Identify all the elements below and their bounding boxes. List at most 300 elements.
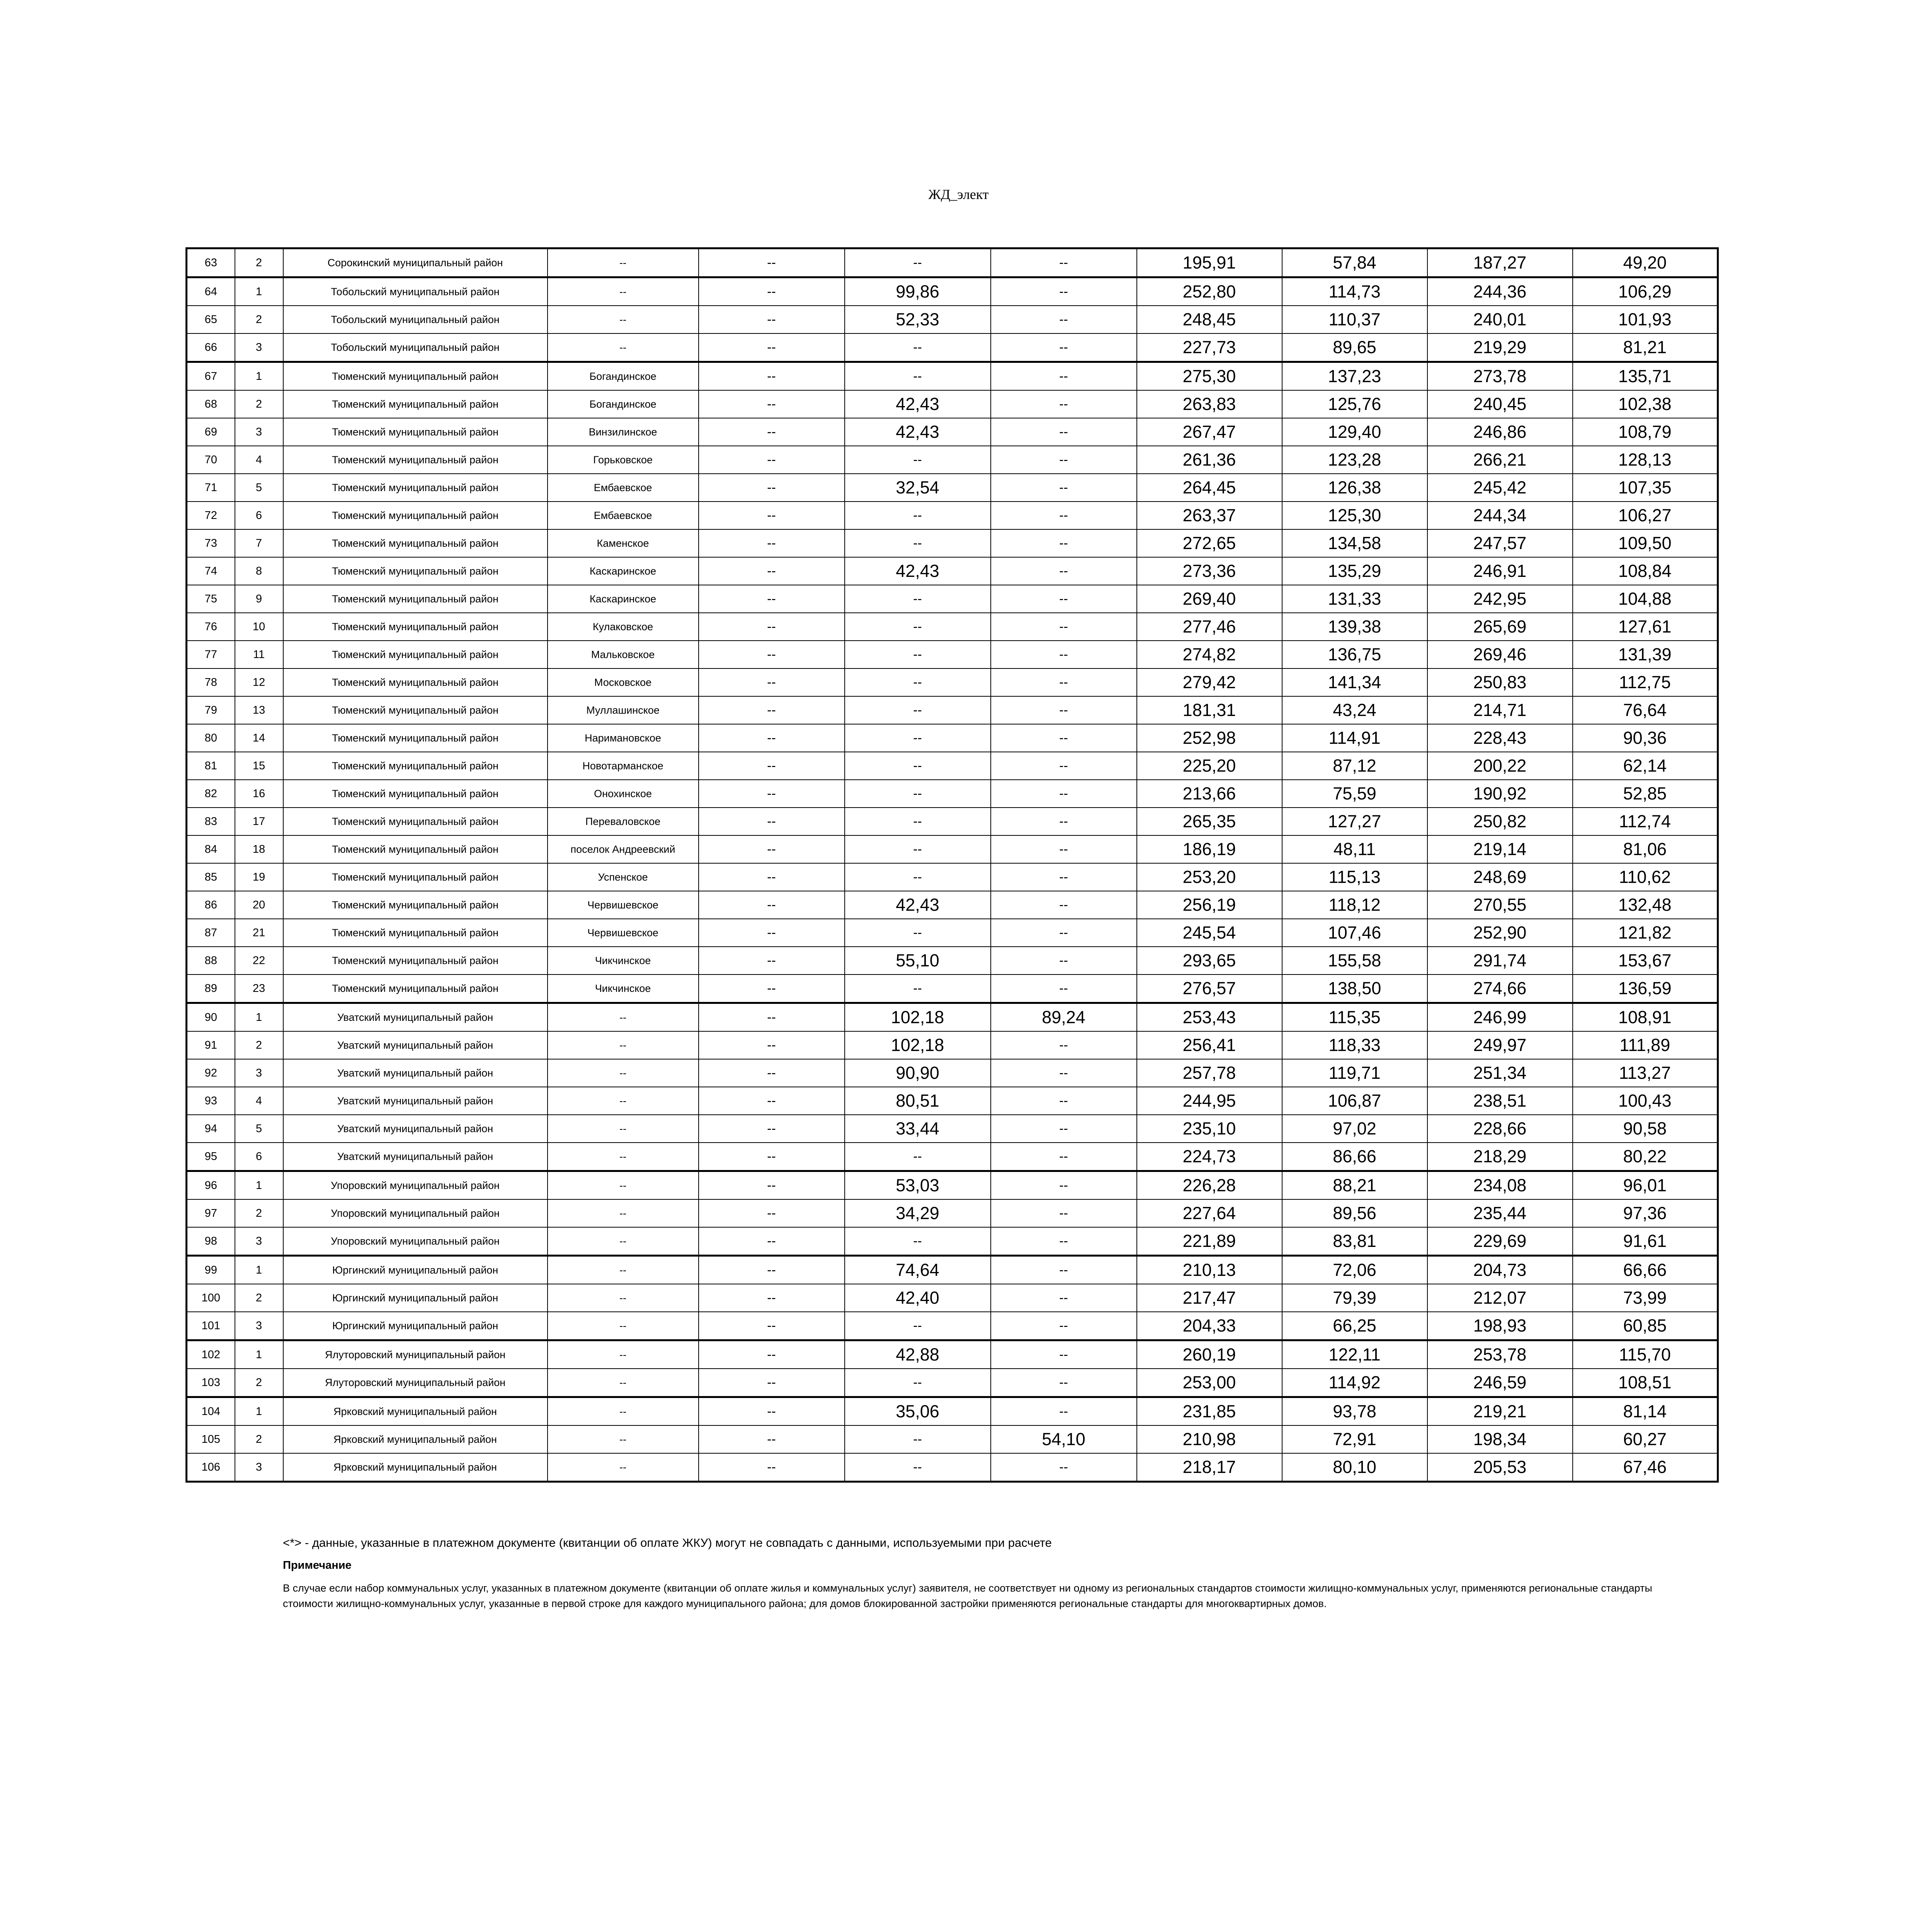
sub-number-cell: 3 xyxy=(235,1453,283,1482)
table-row xyxy=(187,1087,1718,1115)
settlement-name-cell: Чикчинское xyxy=(548,947,699,975)
value-col-2-cell: 102,18 xyxy=(845,1003,991,1032)
settlement-name-cell: -- xyxy=(548,248,699,277)
value-col-4-cell: 204,33 xyxy=(1137,1312,1282,1340)
table-row xyxy=(187,835,1718,863)
value-col-1-cell: -- xyxy=(699,1059,845,1087)
settlement-name-cell: Успенское xyxy=(548,863,699,891)
value-col-1-cell: -- xyxy=(699,1453,845,1482)
value-col-2-cell: 80,51 xyxy=(845,1087,991,1115)
row-number-cell: 75 xyxy=(187,585,235,613)
value-col-7-cell: 60,85 xyxy=(1573,1312,1718,1340)
value-col-6-cell: 273,78 xyxy=(1427,362,1573,391)
value-col-7-cell: 76,64 xyxy=(1573,696,1718,724)
value-col-5-cell: 106,87 xyxy=(1282,1087,1427,1115)
table-row xyxy=(187,891,1718,919)
value-col-5-cell: 127,27 xyxy=(1282,808,1427,835)
value-col-5-cell: 123,28 xyxy=(1282,446,1427,474)
row-number-cell: 80 xyxy=(187,724,235,752)
value-col-2-cell: 55,10 xyxy=(845,947,991,975)
table-body xyxy=(187,248,1718,1482)
value-col-4-cell: 186,19 xyxy=(1137,835,1282,863)
settlement-name-cell: -- xyxy=(548,1284,699,1312)
value-col-4-cell: 272,65 xyxy=(1137,529,1282,557)
value-col-6-cell: 190,92 xyxy=(1427,780,1573,808)
value-col-3-cell: -- xyxy=(991,780,1137,808)
table-row xyxy=(187,975,1718,1003)
district-name-cell: Тюменский муниципальный район xyxy=(283,947,548,975)
value-col-7-cell: 91,61 xyxy=(1573,1227,1718,1256)
value-col-1-cell: -- xyxy=(699,585,845,613)
value-col-3-cell: -- xyxy=(991,1143,1137,1171)
value-col-3-cell: -- xyxy=(991,1369,1137,1397)
value-col-7-cell: 109,50 xyxy=(1573,529,1718,557)
sub-number-cell: 20 xyxy=(235,891,283,919)
value-col-6-cell: 219,29 xyxy=(1427,333,1573,362)
district-name-cell: Ялуторовский муниципальный район xyxy=(283,1340,548,1369)
value-col-2-cell: -- xyxy=(845,529,991,557)
value-col-3-cell: -- xyxy=(991,585,1137,613)
value-col-3-cell: -- xyxy=(991,306,1137,333)
value-col-2-cell: -- xyxy=(845,696,991,724)
table-row xyxy=(187,333,1718,362)
value-col-1-cell: -- xyxy=(699,1397,845,1426)
value-col-5-cell: 43,24 xyxy=(1282,696,1427,724)
value-col-6-cell: 246,91 xyxy=(1427,557,1573,585)
row-number-cell: 66 xyxy=(187,333,235,362)
settlement-name-cell: Московское xyxy=(548,668,699,696)
value-col-4-cell: 210,13 xyxy=(1137,1256,1282,1284)
value-col-5-cell: 87,12 xyxy=(1282,752,1427,780)
sub-number-cell: 9 xyxy=(235,585,283,613)
value-col-7-cell: 81,21 xyxy=(1573,333,1718,362)
row-number-cell: 94 xyxy=(187,1115,235,1143)
sub-number-cell: 2 xyxy=(235,306,283,333)
row-number-cell: 85 xyxy=(187,863,235,891)
row-number-cell: 86 xyxy=(187,891,235,919)
page-header-title: ЖД_элект xyxy=(928,187,989,202)
value-col-3-cell: -- xyxy=(991,1059,1137,1087)
value-col-7-cell: 90,36 xyxy=(1573,724,1718,752)
settlement-name-cell: -- xyxy=(548,1143,699,1171)
district-name-cell: Тюменский муниципальный район xyxy=(283,780,548,808)
value-col-6-cell: 229,69 xyxy=(1427,1227,1573,1256)
value-col-5-cell: 138,50 xyxy=(1282,975,1427,1003)
value-col-1-cell: -- xyxy=(699,1227,845,1256)
value-col-2-cell: 42,43 xyxy=(845,390,991,418)
district-name-cell: Тюменский муниципальный район xyxy=(283,641,548,668)
sub-number-cell: 2 xyxy=(235,1369,283,1397)
value-col-4-cell: 276,57 xyxy=(1137,975,1282,1003)
table-row xyxy=(187,1003,1718,1032)
value-col-7-cell: 121,82 xyxy=(1573,919,1718,947)
sub-number-cell: 13 xyxy=(235,696,283,724)
value-col-5-cell: 97,02 xyxy=(1282,1115,1427,1143)
value-col-6-cell: 242,95 xyxy=(1427,585,1573,613)
value-col-6-cell: 187,27 xyxy=(1427,248,1573,277)
value-col-5-cell: 83,81 xyxy=(1282,1227,1427,1256)
value-col-3-cell: -- xyxy=(991,1397,1137,1426)
note-text: В случае если набор коммунальных услуг, указанных в платежном документе (квитанции об оплате жилья и коммунальных услуг) заявителя, не соответствует ни одному из региональных стандартов стоимости жилищно-коммунальных услуг, применяются региональные стандарты стоимости жилищно-коммунальных услуг, указанные в первой строке для каждого муниципального района; для домов блокированной застройки применяются региональные стандарты для многоквартирных домов. xyxy=(283,1582,1652,1609)
value-col-7-cell: 106,29 xyxy=(1573,277,1718,306)
table-row xyxy=(187,1284,1718,1312)
value-col-6-cell: 219,14 xyxy=(1427,835,1573,863)
table-row xyxy=(187,502,1718,529)
value-col-7-cell: 112,75 xyxy=(1573,668,1718,696)
table-row xyxy=(187,418,1718,446)
value-col-1-cell: -- xyxy=(699,752,845,780)
value-col-6-cell: 228,66 xyxy=(1427,1115,1573,1143)
table-row xyxy=(187,947,1718,975)
sub-number-cell: 16 xyxy=(235,780,283,808)
value-col-7-cell: 96,01 xyxy=(1573,1171,1718,1200)
table-row xyxy=(187,585,1718,613)
value-col-1-cell: -- xyxy=(699,277,845,306)
value-col-6-cell: 248,69 xyxy=(1427,863,1573,891)
value-col-2-cell: -- xyxy=(845,1227,991,1256)
district-name-cell: Тюменский муниципальный район xyxy=(283,585,548,613)
value-col-2-cell: -- xyxy=(845,1312,991,1340)
value-col-1-cell: -- xyxy=(699,1425,845,1453)
value-col-4-cell: 275,30 xyxy=(1137,362,1282,391)
settlement-name-cell: -- xyxy=(548,1312,699,1340)
settlement-name-cell: -- xyxy=(548,1227,699,1256)
row-number-cell: 81 xyxy=(187,752,235,780)
value-col-6-cell: 218,29 xyxy=(1427,1143,1573,1171)
value-col-2-cell: -- xyxy=(845,1453,991,1482)
settlement-name-cell: -- xyxy=(548,1171,699,1200)
value-col-1-cell: -- xyxy=(699,975,845,1003)
table-row xyxy=(187,696,1718,724)
settlement-name-cell: -- xyxy=(548,1340,699,1369)
value-col-7-cell: 108,84 xyxy=(1573,557,1718,585)
value-col-6-cell: 246,59 xyxy=(1427,1369,1573,1397)
value-col-5-cell: 93,78 xyxy=(1282,1397,1427,1426)
value-col-7-cell: 67,46 xyxy=(1573,1453,1718,1482)
value-col-1-cell: -- xyxy=(699,808,845,835)
settlement-name-cell: Каскаринское xyxy=(548,557,699,585)
value-col-5-cell: 135,29 xyxy=(1282,557,1427,585)
value-col-7-cell: 102,38 xyxy=(1573,390,1718,418)
value-col-7-cell: 66,66 xyxy=(1573,1256,1718,1284)
settlement-name-cell: Мальковское xyxy=(548,641,699,668)
value-col-6-cell: 240,01 xyxy=(1427,306,1573,333)
sub-number-cell: 15 xyxy=(235,752,283,780)
value-col-3-cell: -- xyxy=(991,1087,1137,1115)
value-col-3-cell: 54,10 xyxy=(991,1425,1137,1453)
value-col-7-cell: 73,99 xyxy=(1573,1284,1718,1312)
value-col-2-cell: 33,44 xyxy=(845,1115,991,1143)
value-col-3-cell: -- xyxy=(991,863,1137,891)
value-col-6-cell: 274,66 xyxy=(1427,975,1573,1003)
value-col-2-cell: -- xyxy=(845,1369,991,1397)
table-row xyxy=(187,641,1718,668)
sub-number-cell: 2 xyxy=(235,248,283,277)
value-col-1-cell: -- xyxy=(699,1369,845,1397)
value-col-6-cell: 205,53 xyxy=(1427,1453,1573,1482)
value-col-3-cell: -- xyxy=(991,668,1137,696)
value-col-6-cell: 212,07 xyxy=(1427,1284,1573,1312)
district-name-cell: Тюменский муниципальный район xyxy=(283,502,548,529)
value-col-5-cell: 136,75 xyxy=(1282,641,1427,668)
table-row xyxy=(187,1031,1718,1059)
settlement-name-cell: -- xyxy=(548,306,699,333)
value-col-7-cell: 111,89 xyxy=(1573,1031,1718,1059)
value-col-1-cell: -- xyxy=(699,529,845,557)
value-col-7-cell: 112,74 xyxy=(1573,808,1718,835)
value-col-6-cell: 200,22 xyxy=(1427,752,1573,780)
value-col-4-cell: 253,43 xyxy=(1137,1003,1282,1032)
value-col-7-cell: 110,62 xyxy=(1573,863,1718,891)
table-row xyxy=(187,1340,1718,1369)
value-col-3-cell: -- xyxy=(991,808,1137,835)
sub-number-cell: 6 xyxy=(235,502,283,529)
value-col-1-cell: -- xyxy=(699,418,845,446)
value-col-6-cell: 270,55 xyxy=(1427,891,1573,919)
row-number-cell: 90 xyxy=(187,1003,235,1032)
value-col-2-cell: -- xyxy=(845,362,991,391)
settlement-name-cell: -- xyxy=(548,1397,699,1426)
value-col-2-cell: -- xyxy=(845,835,991,863)
settlement-name-cell: Наримановское xyxy=(548,724,699,752)
value-col-4-cell: 269,40 xyxy=(1137,585,1282,613)
district-name-cell: Тюменский муниципальный район xyxy=(283,418,548,446)
value-col-2-cell: -- xyxy=(845,780,991,808)
value-col-7-cell: 108,91 xyxy=(1573,1003,1718,1032)
row-number-cell: 101 xyxy=(187,1312,235,1340)
settlement-name-cell: Горьковское xyxy=(548,446,699,474)
sub-number-cell: 14 xyxy=(235,724,283,752)
settlement-name-cell: -- xyxy=(548,1425,699,1453)
value-col-2-cell: -- xyxy=(845,975,991,1003)
value-col-4-cell: 279,42 xyxy=(1137,668,1282,696)
row-number-cell: 106 xyxy=(187,1453,235,1482)
row-number-cell: 79 xyxy=(187,696,235,724)
value-col-3-cell: -- xyxy=(991,502,1137,529)
table-row xyxy=(187,446,1718,474)
district-name-cell: Ярковский муниципальный район xyxy=(283,1453,548,1482)
value-col-2-cell: -- xyxy=(845,248,991,277)
district-name-cell: Тюменский муниципальный район xyxy=(283,752,548,780)
value-col-2-cell: -- xyxy=(845,446,991,474)
settlement-name-cell: поселок Андреевский xyxy=(548,835,699,863)
row-number-cell: 82 xyxy=(187,780,235,808)
value-col-1-cell: -- xyxy=(699,1312,845,1340)
district-name-cell: Тюменский муниципальный район xyxy=(283,446,548,474)
sub-number-cell: 1 xyxy=(235,1171,283,1200)
value-col-6-cell: 245,42 xyxy=(1427,474,1573,502)
value-col-4-cell: 253,20 xyxy=(1137,863,1282,891)
district-name-cell: Упоровский муниципальный район xyxy=(283,1199,548,1227)
row-number-cell: 95 xyxy=(187,1143,235,1171)
district-name-cell: Тюменский муниципальный район xyxy=(283,891,548,919)
settlement-name-cell: -- xyxy=(548,277,699,306)
value-col-2-cell: -- xyxy=(845,668,991,696)
table-row xyxy=(187,362,1718,391)
district-name-cell: Тобольский муниципальный район xyxy=(283,306,548,333)
sub-number-cell: 3 xyxy=(235,418,283,446)
district-name-cell: Юргинский муниципальный район xyxy=(283,1284,548,1312)
value-col-7-cell: 108,51 xyxy=(1573,1369,1718,1397)
value-col-1-cell: -- xyxy=(699,863,845,891)
value-col-3-cell: -- xyxy=(991,1115,1137,1143)
value-col-3-cell: -- xyxy=(991,529,1137,557)
district-name-cell: Юргинский муниципальный район xyxy=(283,1312,548,1340)
sub-number-cell: 3 xyxy=(235,333,283,362)
value-col-7-cell: 80,22 xyxy=(1573,1143,1718,1171)
value-col-2-cell: 52,33 xyxy=(845,306,991,333)
settlement-name-cell: Червишевское xyxy=(548,891,699,919)
sub-number-cell: 2 xyxy=(235,1199,283,1227)
value-col-6-cell: 249,97 xyxy=(1427,1031,1573,1059)
settlement-name-cell: -- xyxy=(548,1369,699,1397)
table-row xyxy=(187,1227,1718,1256)
row-number-cell: 71 xyxy=(187,474,235,502)
value-col-2-cell: 42,43 xyxy=(845,418,991,446)
value-col-2-cell: 42,40 xyxy=(845,1284,991,1312)
row-number-cell: 92 xyxy=(187,1059,235,1087)
value-col-4-cell: 265,35 xyxy=(1137,808,1282,835)
value-col-1-cell: -- xyxy=(699,641,845,668)
district-name-cell: Ялуторовский муниципальный район xyxy=(283,1369,548,1397)
sub-number-cell: 8 xyxy=(235,557,283,585)
settlement-name-cell: Переваловское xyxy=(548,808,699,835)
value-col-3-cell: -- xyxy=(991,835,1137,863)
value-col-5-cell: 125,76 xyxy=(1282,390,1427,418)
value-col-2-cell: 42,43 xyxy=(845,557,991,585)
settlement-name-cell: Богандинское xyxy=(548,362,699,391)
settlement-name-cell: -- xyxy=(548,1453,699,1482)
value-col-7-cell: 81,06 xyxy=(1573,835,1718,863)
sub-number-cell: 5 xyxy=(235,1115,283,1143)
row-number-cell: 76 xyxy=(187,613,235,641)
table-row xyxy=(187,1171,1718,1200)
settlement-name-cell: -- xyxy=(548,1003,699,1032)
district-name-cell: Тюменский муниципальный район xyxy=(283,863,548,891)
value-col-1-cell: -- xyxy=(699,557,845,585)
note-heading: Примечание xyxy=(283,1559,352,1571)
value-col-4-cell: 218,17 xyxy=(1137,1453,1282,1482)
row-number-cell: 91 xyxy=(187,1031,235,1059)
value-col-3-cell: -- xyxy=(991,696,1137,724)
value-col-4-cell: 217,47 xyxy=(1137,1284,1282,1312)
settlement-name-cell: -- xyxy=(548,1199,699,1227)
value-col-4-cell: 273,36 xyxy=(1137,557,1282,585)
settlement-name-cell: Богандинское xyxy=(548,390,699,418)
value-col-1-cell: -- xyxy=(699,724,845,752)
value-col-4-cell: 225,20 xyxy=(1137,752,1282,780)
district-name-cell: Тюменский муниципальный район xyxy=(283,390,548,418)
value-col-2-cell: -- xyxy=(845,585,991,613)
value-col-2-cell: 53,03 xyxy=(845,1171,991,1200)
value-col-7-cell: 153,67 xyxy=(1573,947,1718,975)
value-col-2-cell: -- xyxy=(845,1143,991,1171)
value-col-7-cell: 60,27 xyxy=(1573,1425,1718,1453)
value-col-1-cell: -- xyxy=(699,1199,845,1227)
table-row xyxy=(187,1369,1718,1397)
value-col-4-cell: 256,19 xyxy=(1137,891,1282,919)
value-col-4-cell: 226,28 xyxy=(1137,1171,1282,1200)
value-col-7-cell: 52,85 xyxy=(1573,780,1718,808)
settlement-name-cell: Новотарманское xyxy=(548,752,699,780)
value-col-2-cell: 74,64 xyxy=(845,1256,991,1284)
value-col-7-cell: 128,13 xyxy=(1573,446,1718,474)
row-number-cell: 105 xyxy=(187,1425,235,1453)
value-col-3-cell: -- xyxy=(991,752,1137,780)
value-col-6-cell: 198,34 xyxy=(1427,1425,1573,1453)
row-number-cell: 88 xyxy=(187,947,235,975)
value-col-2-cell: -- xyxy=(845,752,991,780)
value-col-1-cell: -- xyxy=(699,1171,845,1200)
value-col-3-cell: -- xyxy=(991,277,1137,306)
district-name-cell: Тюменский муниципальный район xyxy=(283,529,548,557)
sub-number-cell: 2 xyxy=(235,1425,283,1453)
value-col-6-cell: 291,74 xyxy=(1427,947,1573,975)
value-col-4-cell: 252,98 xyxy=(1137,724,1282,752)
sub-number-cell: 5 xyxy=(235,474,283,502)
table-row xyxy=(187,474,1718,502)
settlement-name-cell: Червишевское xyxy=(548,919,699,947)
value-col-1-cell: -- xyxy=(699,1087,845,1115)
table-row xyxy=(187,1312,1718,1340)
row-number-cell: 87 xyxy=(187,919,235,947)
sub-number-cell: 17 xyxy=(235,808,283,835)
value-col-2-cell: 34,29 xyxy=(845,1199,991,1227)
value-col-6-cell: 253,78 xyxy=(1427,1340,1573,1369)
district-name-cell: Ярковский муниципальный район xyxy=(283,1425,548,1453)
value-col-4-cell: 244,95 xyxy=(1137,1087,1282,1115)
table-row xyxy=(187,306,1718,333)
district-name-cell: Уватский муниципальный район xyxy=(283,1031,548,1059)
table-row xyxy=(187,1425,1718,1453)
value-col-1-cell: -- xyxy=(699,780,845,808)
value-col-2-cell: 42,88 xyxy=(845,1340,991,1369)
value-col-4-cell: 277,46 xyxy=(1137,613,1282,641)
value-col-5-cell: 48,11 xyxy=(1282,835,1427,863)
value-col-2-cell: -- xyxy=(845,724,991,752)
value-col-4-cell: 256,41 xyxy=(1137,1031,1282,1059)
value-col-5-cell: 107,46 xyxy=(1282,919,1427,947)
value-col-6-cell: 252,90 xyxy=(1427,919,1573,947)
value-col-5-cell: 155,58 xyxy=(1282,947,1427,975)
district-name-cell: Тюменский муниципальный район xyxy=(283,668,548,696)
value-col-4-cell: 227,64 xyxy=(1137,1199,1282,1227)
settlement-name-cell: Каменское xyxy=(548,529,699,557)
sub-number-cell: 19 xyxy=(235,863,283,891)
value-col-6-cell: 244,36 xyxy=(1427,277,1573,306)
value-col-3-cell: -- xyxy=(991,1171,1137,1200)
value-col-6-cell: 266,21 xyxy=(1427,446,1573,474)
value-col-5-cell: 141,34 xyxy=(1282,668,1427,696)
value-col-7-cell: 104,88 xyxy=(1573,585,1718,613)
value-col-3-cell: -- xyxy=(991,446,1137,474)
value-col-1-cell: -- xyxy=(699,1003,845,1032)
value-col-5-cell: 129,40 xyxy=(1282,418,1427,446)
row-number-cell: 93 xyxy=(187,1087,235,1115)
row-number-cell: 74 xyxy=(187,557,235,585)
value-col-6-cell: 240,45 xyxy=(1427,390,1573,418)
value-col-2-cell: -- xyxy=(845,919,991,947)
value-col-7-cell: 107,35 xyxy=(1573,474,1718,502)
value-col-4-cell: 253,00 xyxy=(1137,1369,1282,1397)
table-row xyxy=(187,1453,1718,1482)
value-col-6-cell: 219,21 xyxy=(1427,1397,1573,1426)
settlement-name-cell: -- xyxy=(548,1031,699,1059)
value-col-2-cell: 35,06 xyxy=(845,1397,991,1426)
value-col-7-cell: 115,70 xyxy=(1573,1340,1718,1369)
row-number-cell: 63 xyxy=(187,248,235,277)
value-col-7-cell: 101,93 xyxy=(1573,306,1718,333)
